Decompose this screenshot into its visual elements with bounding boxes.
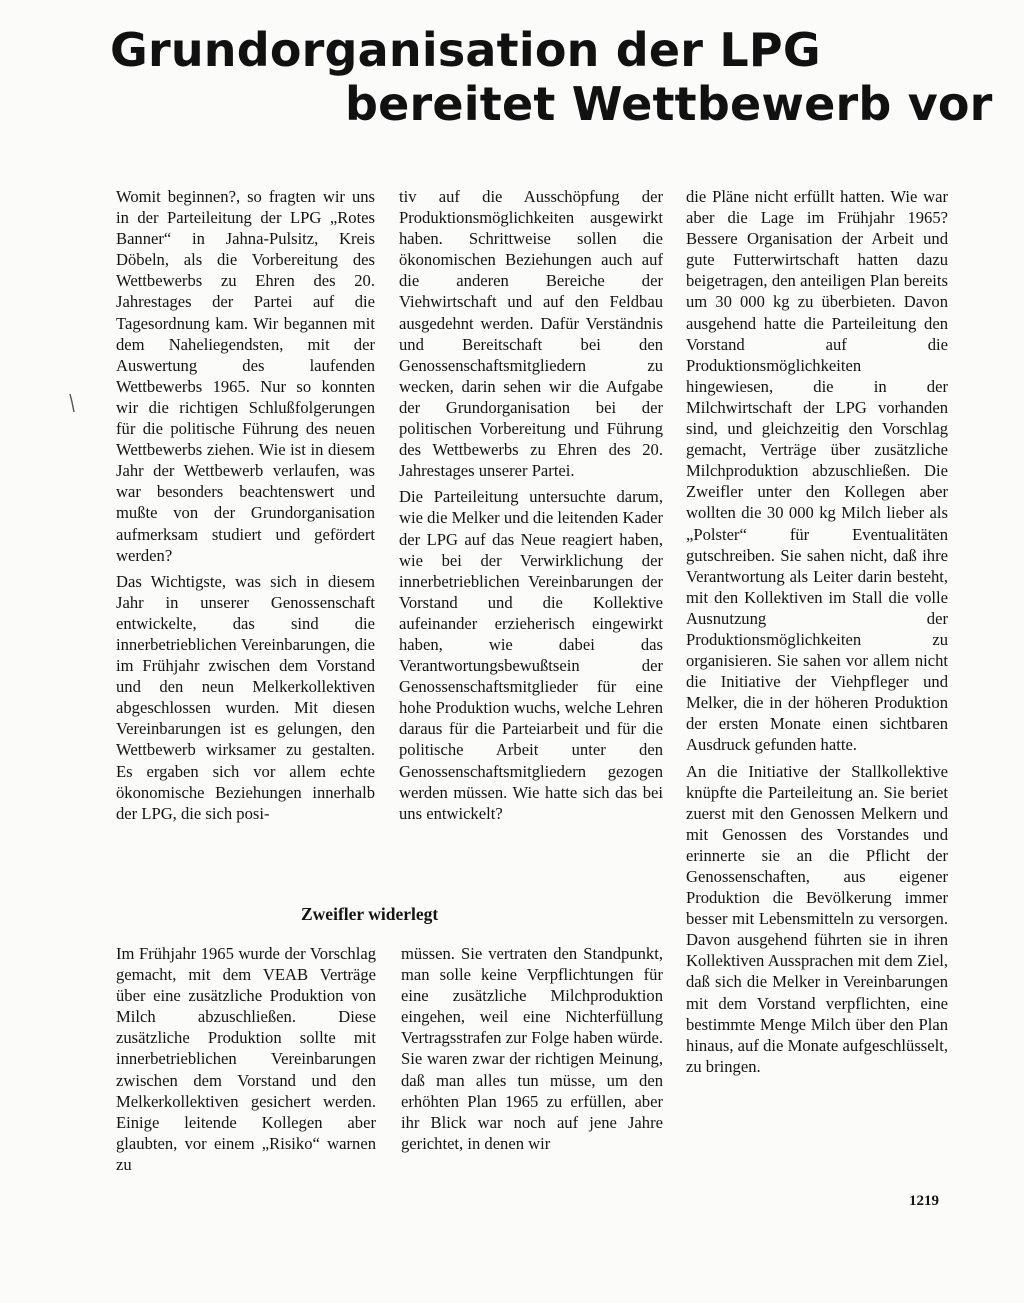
headline-line-2: bereitet Wettbewerb vor — [345, 77, 993, 131]
paragraph: Womit beginnen?, so fragten wir uns in der Parteileitung der LPG „Rotes Banner“ in Jahna-Pulsitz, Kreis Döbeln, als die Vorbereitung des Wettbewerbs zu Ehren des 20. Jahrestages der Partei auf die Tagesordnung kam. Wir begannen mit dem Naheliegendsten, mit der Auswertung des laufenden Wettbewerbs 1965. Nur so konnten wir die richtigen Schlußfolgerungen für die politische Führung des neuen Wettbewerbs ziehen. Wie ist in diesem Jahr der Wettbewerb verlaufen, was war besonders beachtenswert und mußte von der Grundorganisation aufmerksam studiert und gefördert werden? — [116, 187, 375, 565]
column-2-top — [399, 186, 663, 824]
paragraph: tiv auf die Ausschöpfung der Produktionsmöglichkeiten ausgewirkt haben. Schrittweise sollen die ökonomischen Beziehungen auch auf die anderen Bereiche der Viehwirtschaft und auf den Feldbau ausgedehnt werden. Dafür Verständnis und Bereitschaft bei den Genossenschaftsmitgliedern zu wecken, darin sehen wir die Aufgabe der Grundorganisation bei der politischen Vorbereitung und Führung des Wettbewerbs zu Ehren des 20. Jahrestages unserer Partei. — [399, 187, 663, 481]
column-2-bottom — [401, 943, 663, 1154]
paragraph: die Pläne nicht erfüllt hatten. Wie war aber die Lage im Frühjahr 1965? Bessere Organisation der Arbeit und gute Futterwirtschaft hatten dazu beigetragen, den anteiligen Plan bereits um 30 000 kg zu überbieten. Davon ausgehend hatte die Parteileitung den Vorstand auf die Produktionsmöglichkeiten hingewiesen, die in der Milchwirtschaft der LPG vorhanden sind, und gleichzeitig den Vorschlag gemacht, Verträge über zusätzliche Milchproduktion abzuschließen. Die Zweifler unter den Kollegen aber wollten die 30 000 kg Milch lieber als „Polster“ für Eventualitäten gutschreiben. Sie sahen nicht, daß ihre Verantwortung als Leiter darin besteht, mit den Kollektiven im Stall die volle Ausnutzung der Produktionsmöglichkeiten zu organisieren. Sie sahen vor allem nicht die Initiative der Viehpfleger und Melker, die in der höheren Produktion der ersten Monate einen sichtbaren Ausdruck gefunden hatte. — [686, 187, 948, 755]
headline-line-1: Grundorganisation der LPG — [110, 23, 821, 77]
paragraph: müssen. Sie vertraten den Standpunkt, man solle keine Verpflichtungen für eine zusätzliche Milchproduktion eingehen, weil eine Nichterfüllung Vertragsstrafen zur Folge haben würde. Sie waren zwar der richtigen Meinung, daß man alles tun müsse, um den erhöhten Plan 1965 zu erfüllen, aber ihr Blick war noch auf jene Jahre gerichtet, in denen wir — [401, 944, 663, 1153]
column-1-top — [116, 186, 375, 824]
paragraph: Das Wichtigste, was sich in diesem Jahr in unserer Genossenschaft entwickelte, das sind die innerbetrieblichen Vereinbarungen, die im Frühjahr zwischen dem Vorstand und den neun Melkerkollektiven abgeschlossen wurden. Mit diesen Vereinbarungen ist es gelungen, den Wettbewerb wirksamer zu gestalten. Es ergaben sich vor allem echte ökonomische Beziehungen innerhalb der LPG, die sich posi- — [116, 571, 375, 823]
scan-mark — [68, 392, 76, 414]
page-number: 1219 — [909, 1193, 939, 1209]
paragraph: Im Frühjahr 1965 wurde der Vorschlag gemacht, mit dem VEAB Verträge über eine zusätzliche Produktion von Milch abzuschließen. Diese zusätzliche Produktion sollte mit innerbetrieblichen Vereinbarungen zwischen dem Vorstand und den Melkerkollektiven gesichert werden. Einige leitende Kollegen aber glaubten, vor einem „Risiko“ warnen zu — [116, 944, 376, 1174]
paragraph: Die Parteileitung untersuchte darum, wie die Melker und die leitenden Kader der LPG auf das Neue reagiert haben, wie bei der Verwirklichung der innerbetrieblichen Vereinbarungen der Vorstand und die Kollektive aufeinander erzieherisch eingewirkt haben, wie dabei das Verantwortungsbewußtsein der Genossenschaftsmitglieder für eine hohe Produktion wuchs, welche Lehren daraus für die Parteiarbeit und für die politische Arbeit unter den Genossenschaftsmitgliedern gezogen werden müssen. Wie hatte sich das bei uns entwickelt? — [399, 487, 663, 823]
column-1-bottom — [116, 943, 376, 1175]
column-3 — [686, 186, 948, 1077]
paragraph: An die Initiative der Stallkollektive knüpfte die Parteileitung an. Sie beriet zuerst mit den Genossen Melkern und mit Genossen des Vorstandes und erinnerte sie an die Pflicht der Genossenschaften, aus eigener Produktion die Bevölkerung immer besser mit Lebensmitteln zu versorgen. Davon ausgehend führten sie in ihren Kollektiven Aussprachen mit dem Ziel, daß sich die Melker in Vereinbarungen mit dem Vorstand verpflichten, eine bestimmte Menge Milch über den Plan hinaus, auf die Monate aufgeschlüsselt, zu bringen. — [686, 761, 948, 1076]
subheading: Zweifler widerlegt — [301, 904, 439, 924]
